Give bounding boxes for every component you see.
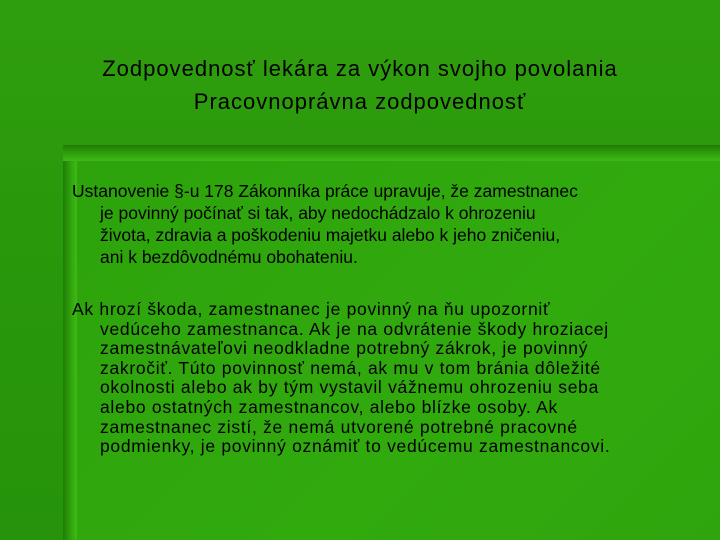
top-accent-bar — [63, 145, 720, 161]
paragraph-line: zakročiť. Túto povinnosť nemá, ak mu v tom bránia dôležité — [100, 357, 601, 378]
paragraph-line: zamestnanec zistí, že nemá utvorené potrebné pracovné — [100, 416, 578, 437]
paragraph-line: je povinný počínať si tak, aby nedochádzalo k ohrozeniu — [100, 203, 536, 223]
title-line-1: Zodpovednosť lekára za výkon svojho povolania — [102, 56, 618, 81]
paragraph-line: Ustanovenie §-u 178 Zákonníka práce upravuje, že zamestnanec — [72, 181, 578, 201]
slide-title — [0, 52, 720, 118]
title-line-2: Pracovnoprávna zodpovednosť — [193, 89, 527, 114]
paragraph-line: ani k bezdôvodnému obohateniu. — [100, 247, 358, 267]
paragraph-line: okolnosti alebo ak by tým vystavil vážnemu ohrozeniu seba — [100, 377, 600, 398]
paragraph-line: alebo ostatných zamestnancov, alebo blízke osoby. Ak — [100, 396, 558, 417]
paragraph-line: vedúceho zamestnanca. Ak je na odvrátenie škody hroziacej — [100, 318, 609, 339]
paragraph-1 — [72, 180, 712, 268]
paragraph-line: života, zdravia a poškodeniu majetku alebo k jeho zničeniu, — [100, 225, 561, 245]
paragraph-2 — [72, 300, 712, 457]
paragraph-line: zamestnávateľovi neodkladne potrebný zákrok, je povinný — [100, 338, 589, 359]
paragraph-line: Ak hrozí škoda, zamestnanec je povinný na ňu upozorniť — [72, 299, 551, 319]
paragraph-line: podmienky, je povinný oznámiť to vedúcemu zamestnancovi. — [100, 436, 611, 457]
